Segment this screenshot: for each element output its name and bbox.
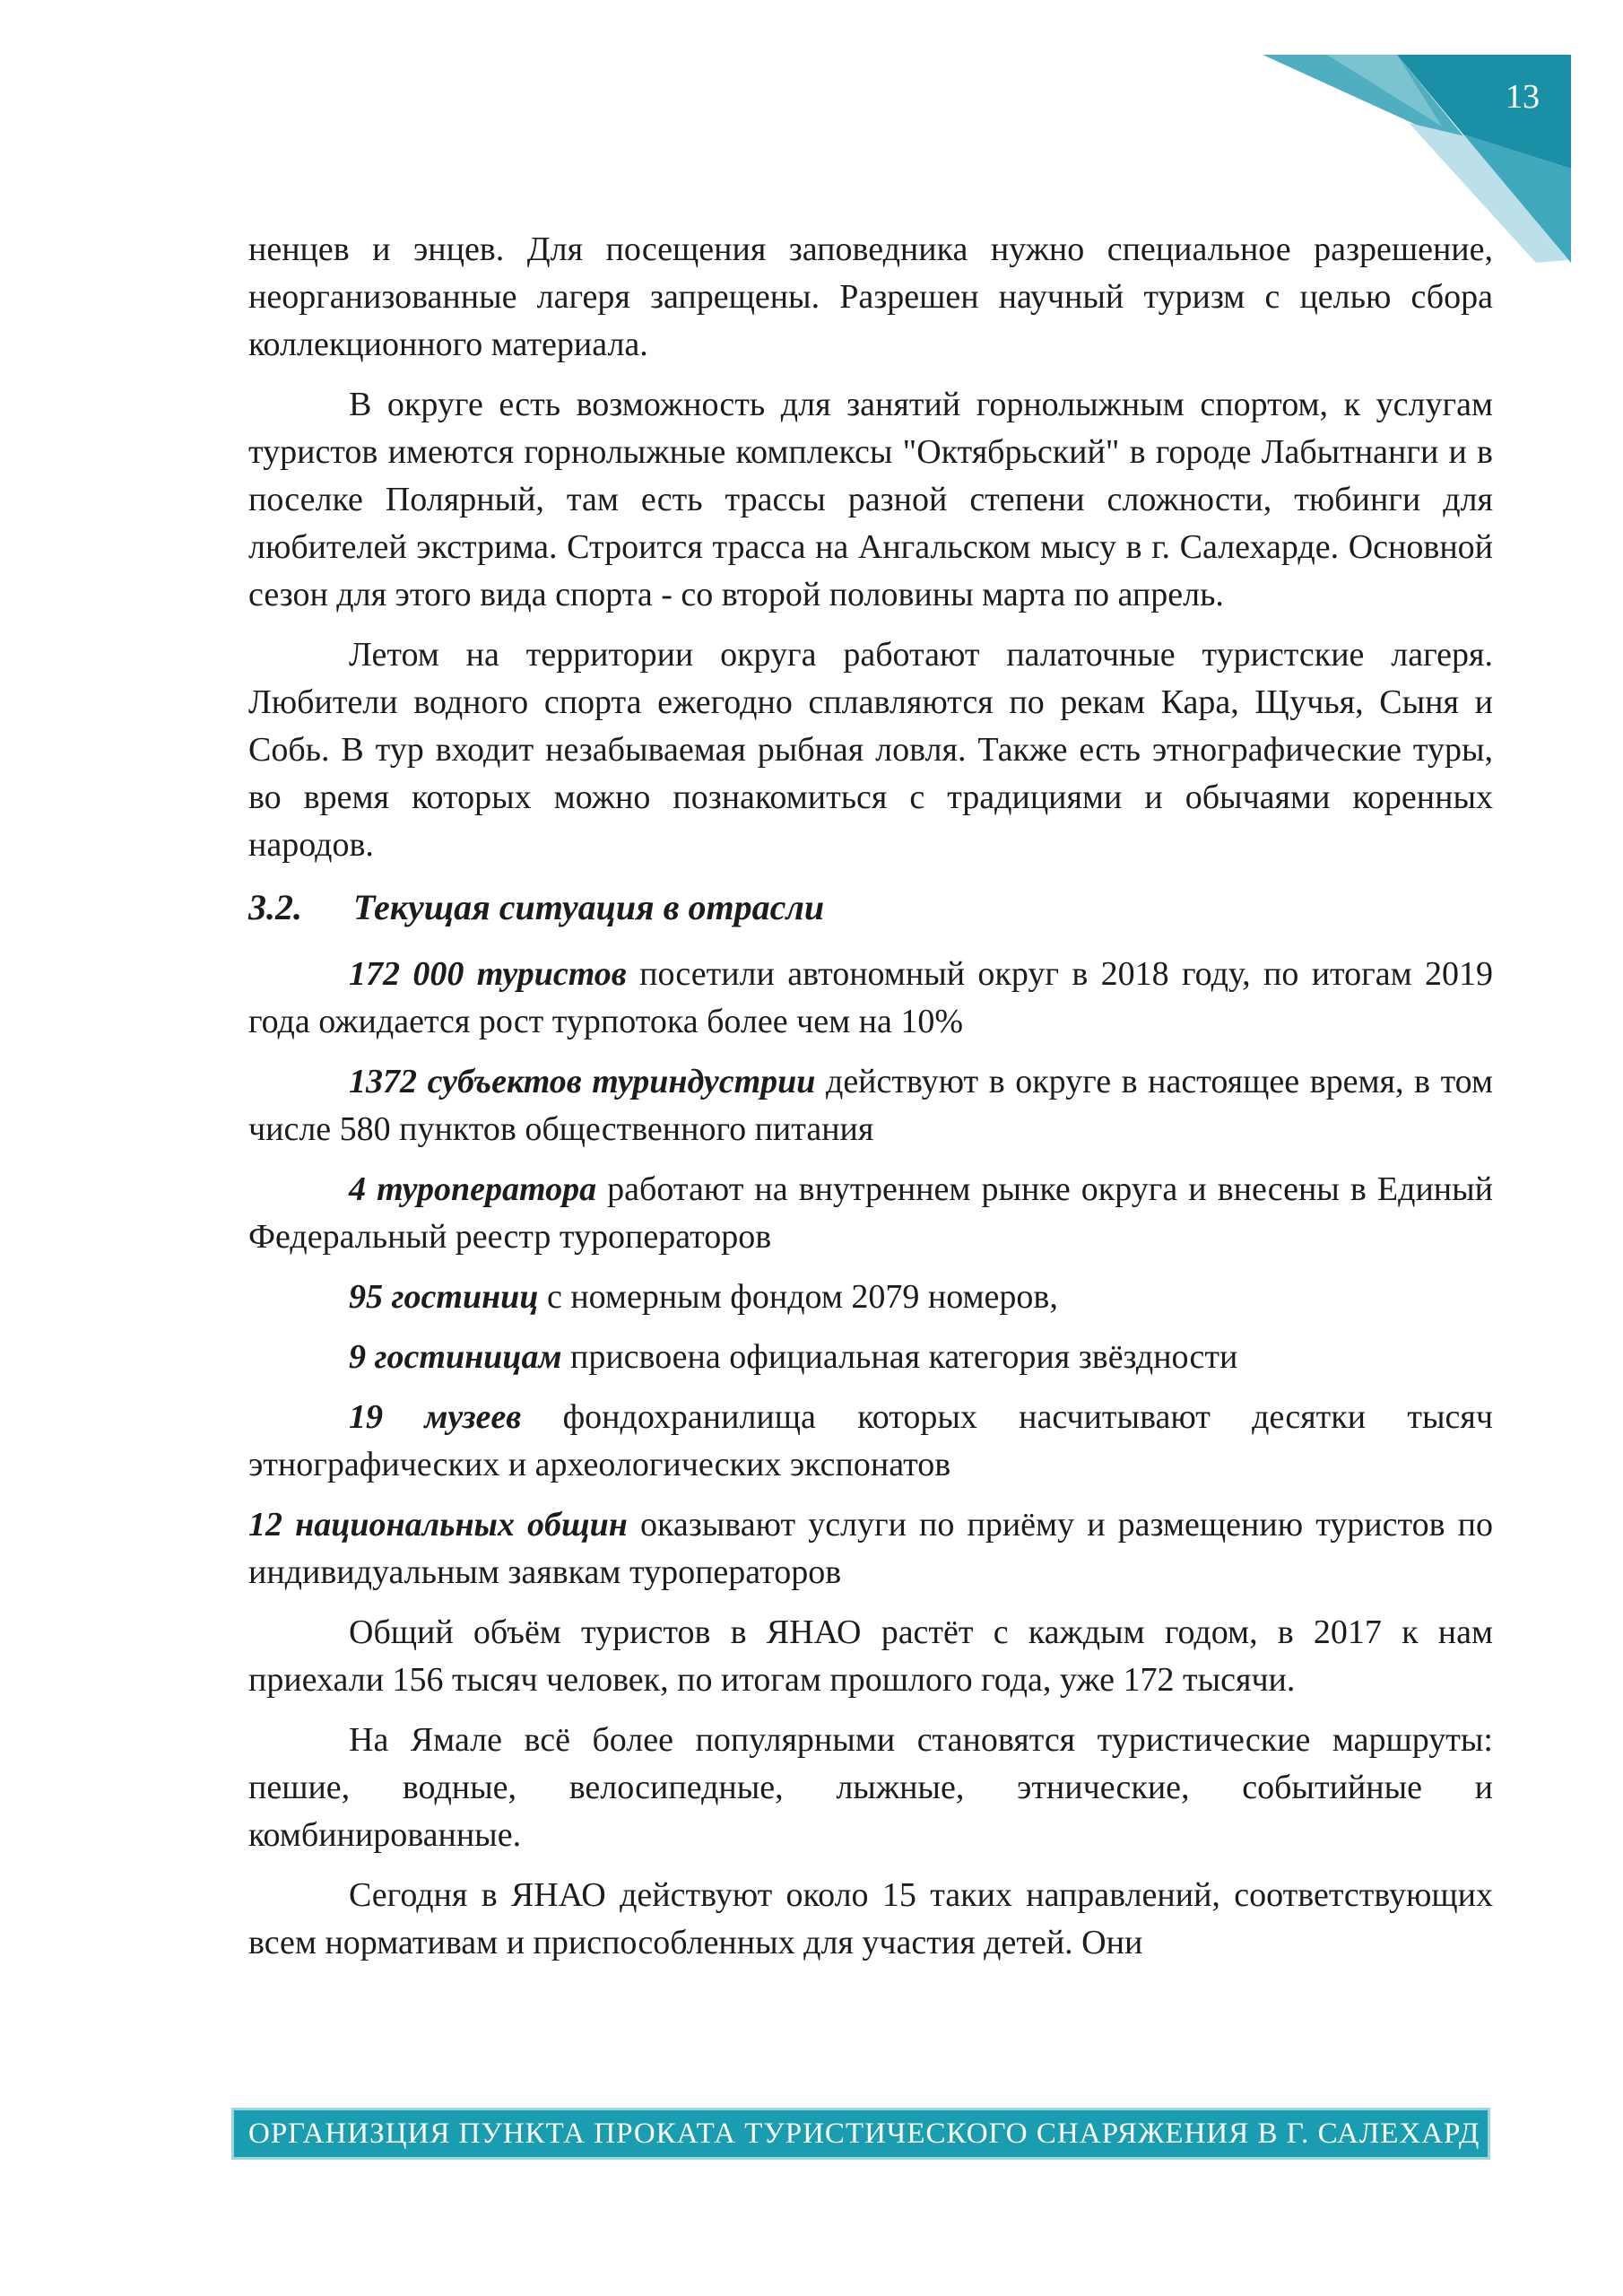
heading-title: Текущая ситуация в отрасли [353, 887, 825, 927]
paragraph-text: Летом на территории округа работают палаточные туристские лагеря. Любители водного спорта ежегодно сплавляются по рекам Кара, Щучья, Сыня и Собь. В тур входит незабываемая рыбная ловля. Также есть этнографические туры, во время которых можно познакомиться с традициями и обычаями коренных народов. [248, 636, 1493, 864]
paragraph-lead: 19 музеев [349, 1398, 522, 1436]
paragraph [248, 1058, 1493, 1153]
paragraph [248, 226, 1493, 369]
paragraph-lead: 12 национальных общин [248, 1506, 628, 1544]
paragraph-text: На Ямале всё более популярными становятся туристические маршруты: пешие, водные, велосипедные, лыжные, этнические, событийные и комбинированные. [248, 1721, 1493, 1854]
paragraph-text: присвоена официальная категория звёздности [561, 1338, 1238, 1376]
body-text [248, 226, 1493, 1979]
paragraph-lead: 1372 субъектов туриндустрии [349, 1063, 816, 1100]
paragraph [248, 381, 1493, 619]
paragraph [248, 951, 1493, 1046]
footer-band [231, 2108, 1490, 2160]
page-number: 13 [1506, 78, 1540, 116]
paragraph [248, 1394, 1493, 1489]
paragraph [248, 1166, 1493, 1261]
paragraph-text: с номерным фондом 2079 номеров, [538, 1278, 1058, 1316]
paragraph-text: работают на внутреннем рынке округа и внесены в Единый Федеральный реестр туроператоров [248, 1170, 1493, 1256]
paragraph-lead: 4 туроператора [349, 1170, 597, 1208]
heading-number: 3.2. [248, 887, 302, 927]
paragraph-text: В округе есть возможность для занятий горнолыжным спортом, к услугам туристов имеются горнолыжные комплексы "Октябрьский" в городе Лабытнанги и в поселке Полярный, там есть трассы разной степени сложности, тюбинги для любителей экстрима. Строится трасса на Ангальском мысу в г. Салехарде. Основной сезон для этого вида спорта - со второй половины марта по апрель. [248, 386, 1493, 613]
paragraph-lead: 9 гостиницам [349, 1338, 562, 1376]
paragraph-text: фондохранилища которых насчитывают десятки тысяч этнографических и археологических экспонатов [248, 1398, 1493, 1483]
paragraph [248, 631, 1493, 869]
paragraph [248, 1501, 1493, 1596]
paragraph-text: посетили автономный округ в 2018 году, по итогам 2019 года ожидается рост турпотока более чем на 10% [248, 955, 1494, 1040]
paragraph-text: Общий объём туристов в ЯНАО растёт с каждым годом, в 2017 к нам приехали 156 тысяч человек, по итогам прошлого года, уже 172 тысячи. [248, 1613, 1493, 1699]
footer-title: ОРГАНИЗЦИЯ ПУНКТА ПРОКАТА ТУРИСТИЧЕСКОГО СНАРЯЖЕНИЯ В Г. САЛЕХАРД [248, 2117, 1480, 2150]
paragraph-text: Сегодня в ЯНАО действуют около 15 таких направлений, соответствующих всем нормативам и приспособленных для участия детей. Они [248, 1876, 1493, 1961]
paragraph-text: оказывают услуги по приёму и размещению туристов по индивидуальным заявкам туроператоров [248, 1506, 1493, 1591]
paragraph [248, 1274, 1493, 1321]
paragraph [248, 1334, 1493, 1381]
section-heading [248, 883, 1493, 931]
paragraph-text: ненцев и энцев. Для посещения заповедника нужно специальное разрешение, неорганизованные лагеря запрещены. Разрешен научный туризм с целью сбора коллекционного материала. [248, 230, 1493, 363]
paragraph [248, 1609, 1493, 1704]
paragraph [248, 1717, 1493, 1859]
paragraph [248, 1872, 1493, 1967]
paragraph-lead: 95 гостиниц [349, 1278, 539, 1316]
paragraph-lead: 172 000 туристов [349, 955, 627, 993]
paragraph-text: действуют в округе в настоящее время, в том числе 580 пунктов общественного питания [248, 1063, 1493, 1148]
